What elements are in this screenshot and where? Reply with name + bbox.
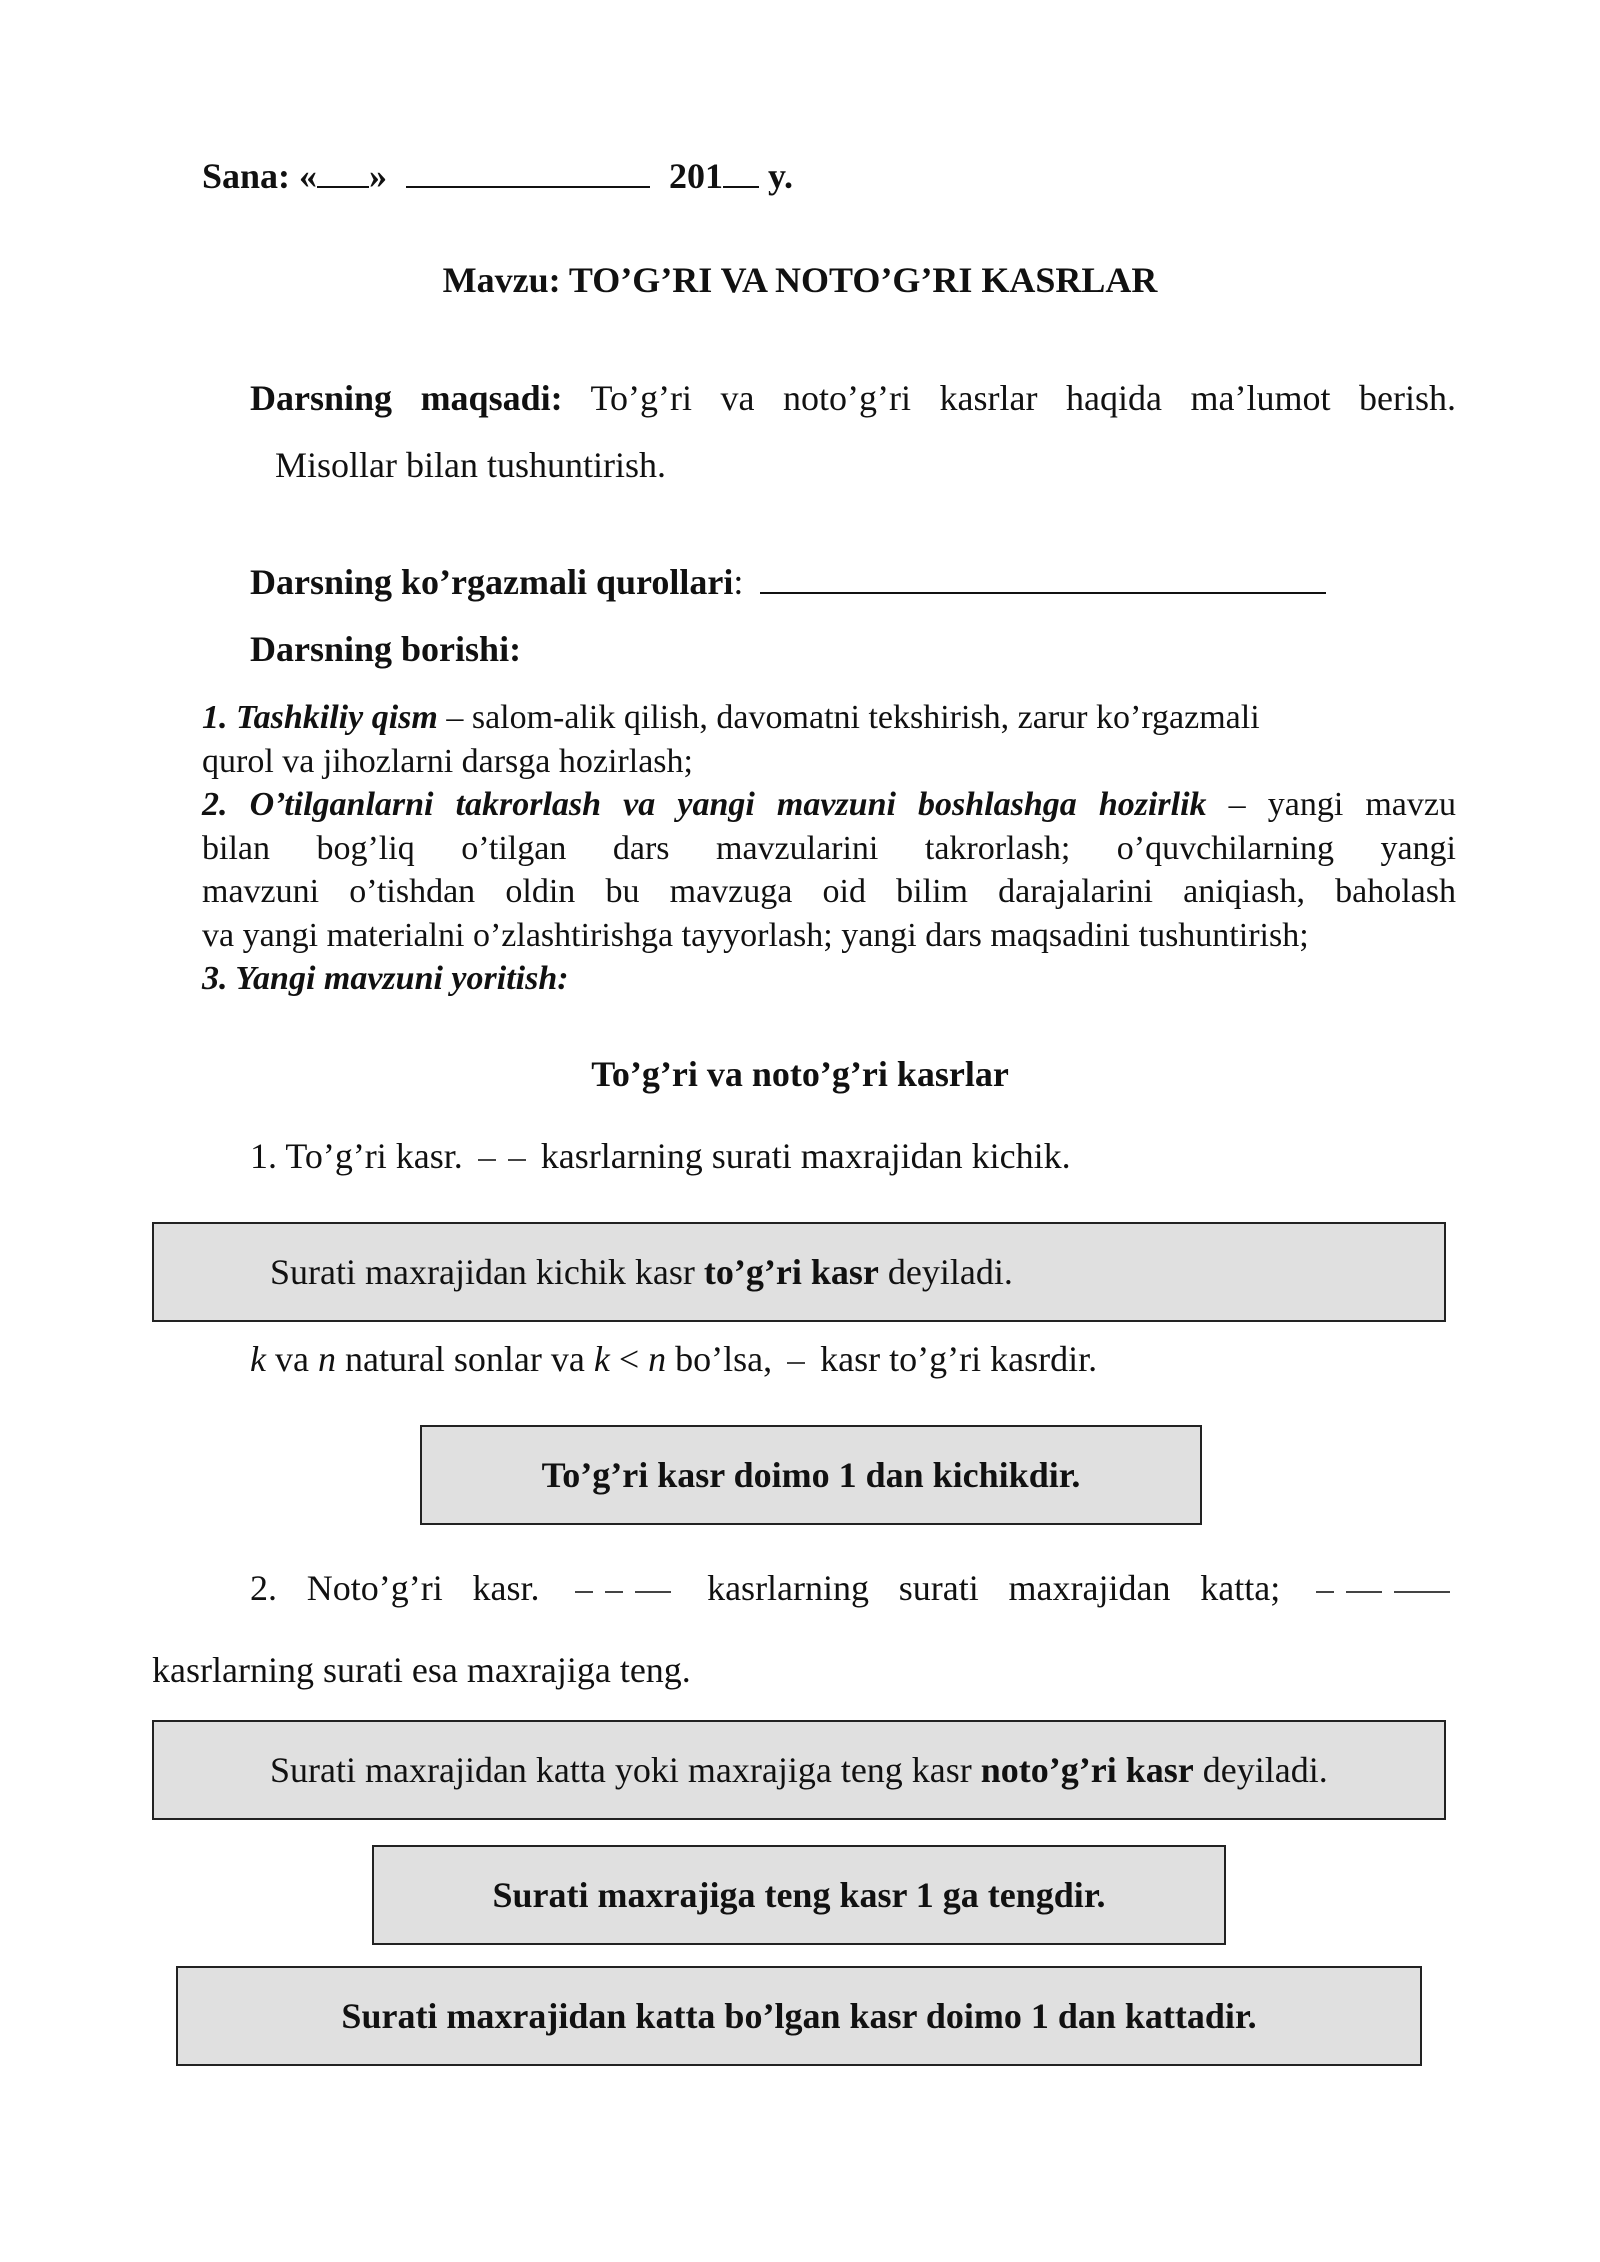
tools-line [250, 560, 1326, 604]
year-suffix: y. [759, 156, 794, 196]
proper-intro-suffix: kasrlarning surati maxrajidan kichik. [540, 1136, 1071, 1176]
proper-definition-box [152, 1222, 1446, 1322]
progress-label: Darsning borishi: [250, 629, 522, 669]
fraction-bar-icon [478, 1159, 496, 1161]
proper-intro [250, 1134, 1071, 1178]
goal-line2: Misollar bilan tushuntirish. [275, 445, 666, 485]
step2-line1: 2. O’tilganlarni takrorlash va yangi mavzuni boshlashga hozirlik – yangi mavzu [202, 786, 1456, 823]
fraction-bar-icon [575, 1591, 593, 1593]
year-blank [723, 156, 759, 188]
proper-rule-box [420, 1425, 1202, 1525]
improper-term: noto’g’ri kasr [980, 1750, 1194, 1790]
section-title: To’g’ri va noto’g’ri kasrlar [591, 1054, 1009, 1094]
date-line [202, 154, 793, 198]
date-label: Sana: « [202, 156, 318, 196]
step2-title: 2. O’tilganlarni takrorlash va yangi mavzuni boshlashga hozirlik [202, 786, 1207, 823]
goal-label: Darsning maqsadi: [250, 378, 563, 418]
tools-blank [760, 562, 1326, 594]
day-blank [317, 156, 369, 188]
improper-intro-line2: kasrlarning surati esa maxrajiga teng. [152, 1650, 691, 1690]
improper-intro-line1 [250, 1566, 1456, 1610]
improper-rule2: Surati maxrajidan katta bo’lgan kasr doimo 1 dan kattadir. [341, 1996, 1257, 2036]
proper-rule: To’g’ri kasr doimo 1 dan kichikdir. [541, 1455, 1081, 1495]
step2-line4: va yangi materialni o’zlashtirishga tayyorlash; yangi dars maqsadini tushuntirish; [202, 916, 1309, 954]
step2-line2: bilan bog’liq o’tilgan dars mavzularini takrorlash; o’quvchilarning yangi [202, 829, 1456, 867]
tools-colon: : [733, 562, 744, 602]
improper-definition-box [152, 1720, 1446, 1820]
tools-label: Darsning ko’rgazmali qurollari [250, 562, 734, 602]
date-quote-close: » [369, 156, 388, 196]
year-prefix: 201 [669, 156, 724, 196]
fraction-bar-icon [508, 1159, 526, 1161]
step1-line1: 1. Tashkiliy qism – salom-alik qilish, davomatni tekshirish, zarur ko’rgazmali [202, 699, 1260, 736]
fraction-bar-icon [605, 1591, 623, 1593]
proper-term: to’g’ri kasr [703, 1252, 879, 1292]
topic-title: Mavzu: TO’G’RI VA NOTO’G’RI KASRLAR [442, 260, 1158, 300]
proper-intro-prefix: 1. To’g’ri kasr. [250, 1136, 463, 1176]
improper-rule2-box [176, 1966, 1422, 2066]
step1-line2: qurol va jihozlarni darsga hozirlash; [202, 742, 693, 780]
improper-rule1-box [372, 1845, 1226, 1945]
improper-intro-prefix: 2. Noto’g’ri kasr. [250, 1568, 540, 1608]
steps-block [202, 696, 1456, 1001]
fraction-bar-icon [1346, 1591, 1382, 1593]
fraction-bar-icon [1394, 1591, 1450, 1593]
month-blank [406, 156, 650, 188]
fraction-bar-icon [787, 1362, 805, 1364]
goal-line1 [250, 376, 1456, 420]
goal-text: To’g’ri va noto’g’ri kasrlar haqida ma’lumot berish. [590, 378, 1456, 418]
step2-line3: mavzuni o’tishdan oldin bu mavzuga oid bilim darajalarini aniqiash, baholash [202, 873, 1456, 910]
fraction-bar-icon [1316, 1591, 1334, 1593]
fraction-bar-icon [635, 1591, 671, 1593]
step3-title: 3. Yangi mavzuni yoritish: [202, 960, 569, 997]
step1-title: 1. Tashkiliy qism [202, 699, 438, 736]
improper-rule1: Surati maxrajiga teng kasr 1 ga tengdir. [492, 1875, 1106, 1915]
improper-intro-mid: kasrlarning surati maxrajidan katta; [707, 1568, 1281, 1608]
improper-definition: Surati maxrajidan katta yoki maxrajiga teng kasr noto’g’ri kasr deyiladi. [270, 1750, 1328, 1790]
proper-definition: Surati maxrajidan kichik kasr to’g’ri kasr deyiladi. [270, 1252, 1013, 1292]
proper-condition: k va n natural sonlar va k < n bo’lsa, kasr to’g’ri kasrdir. [250, 1339, 1098, 1379]
